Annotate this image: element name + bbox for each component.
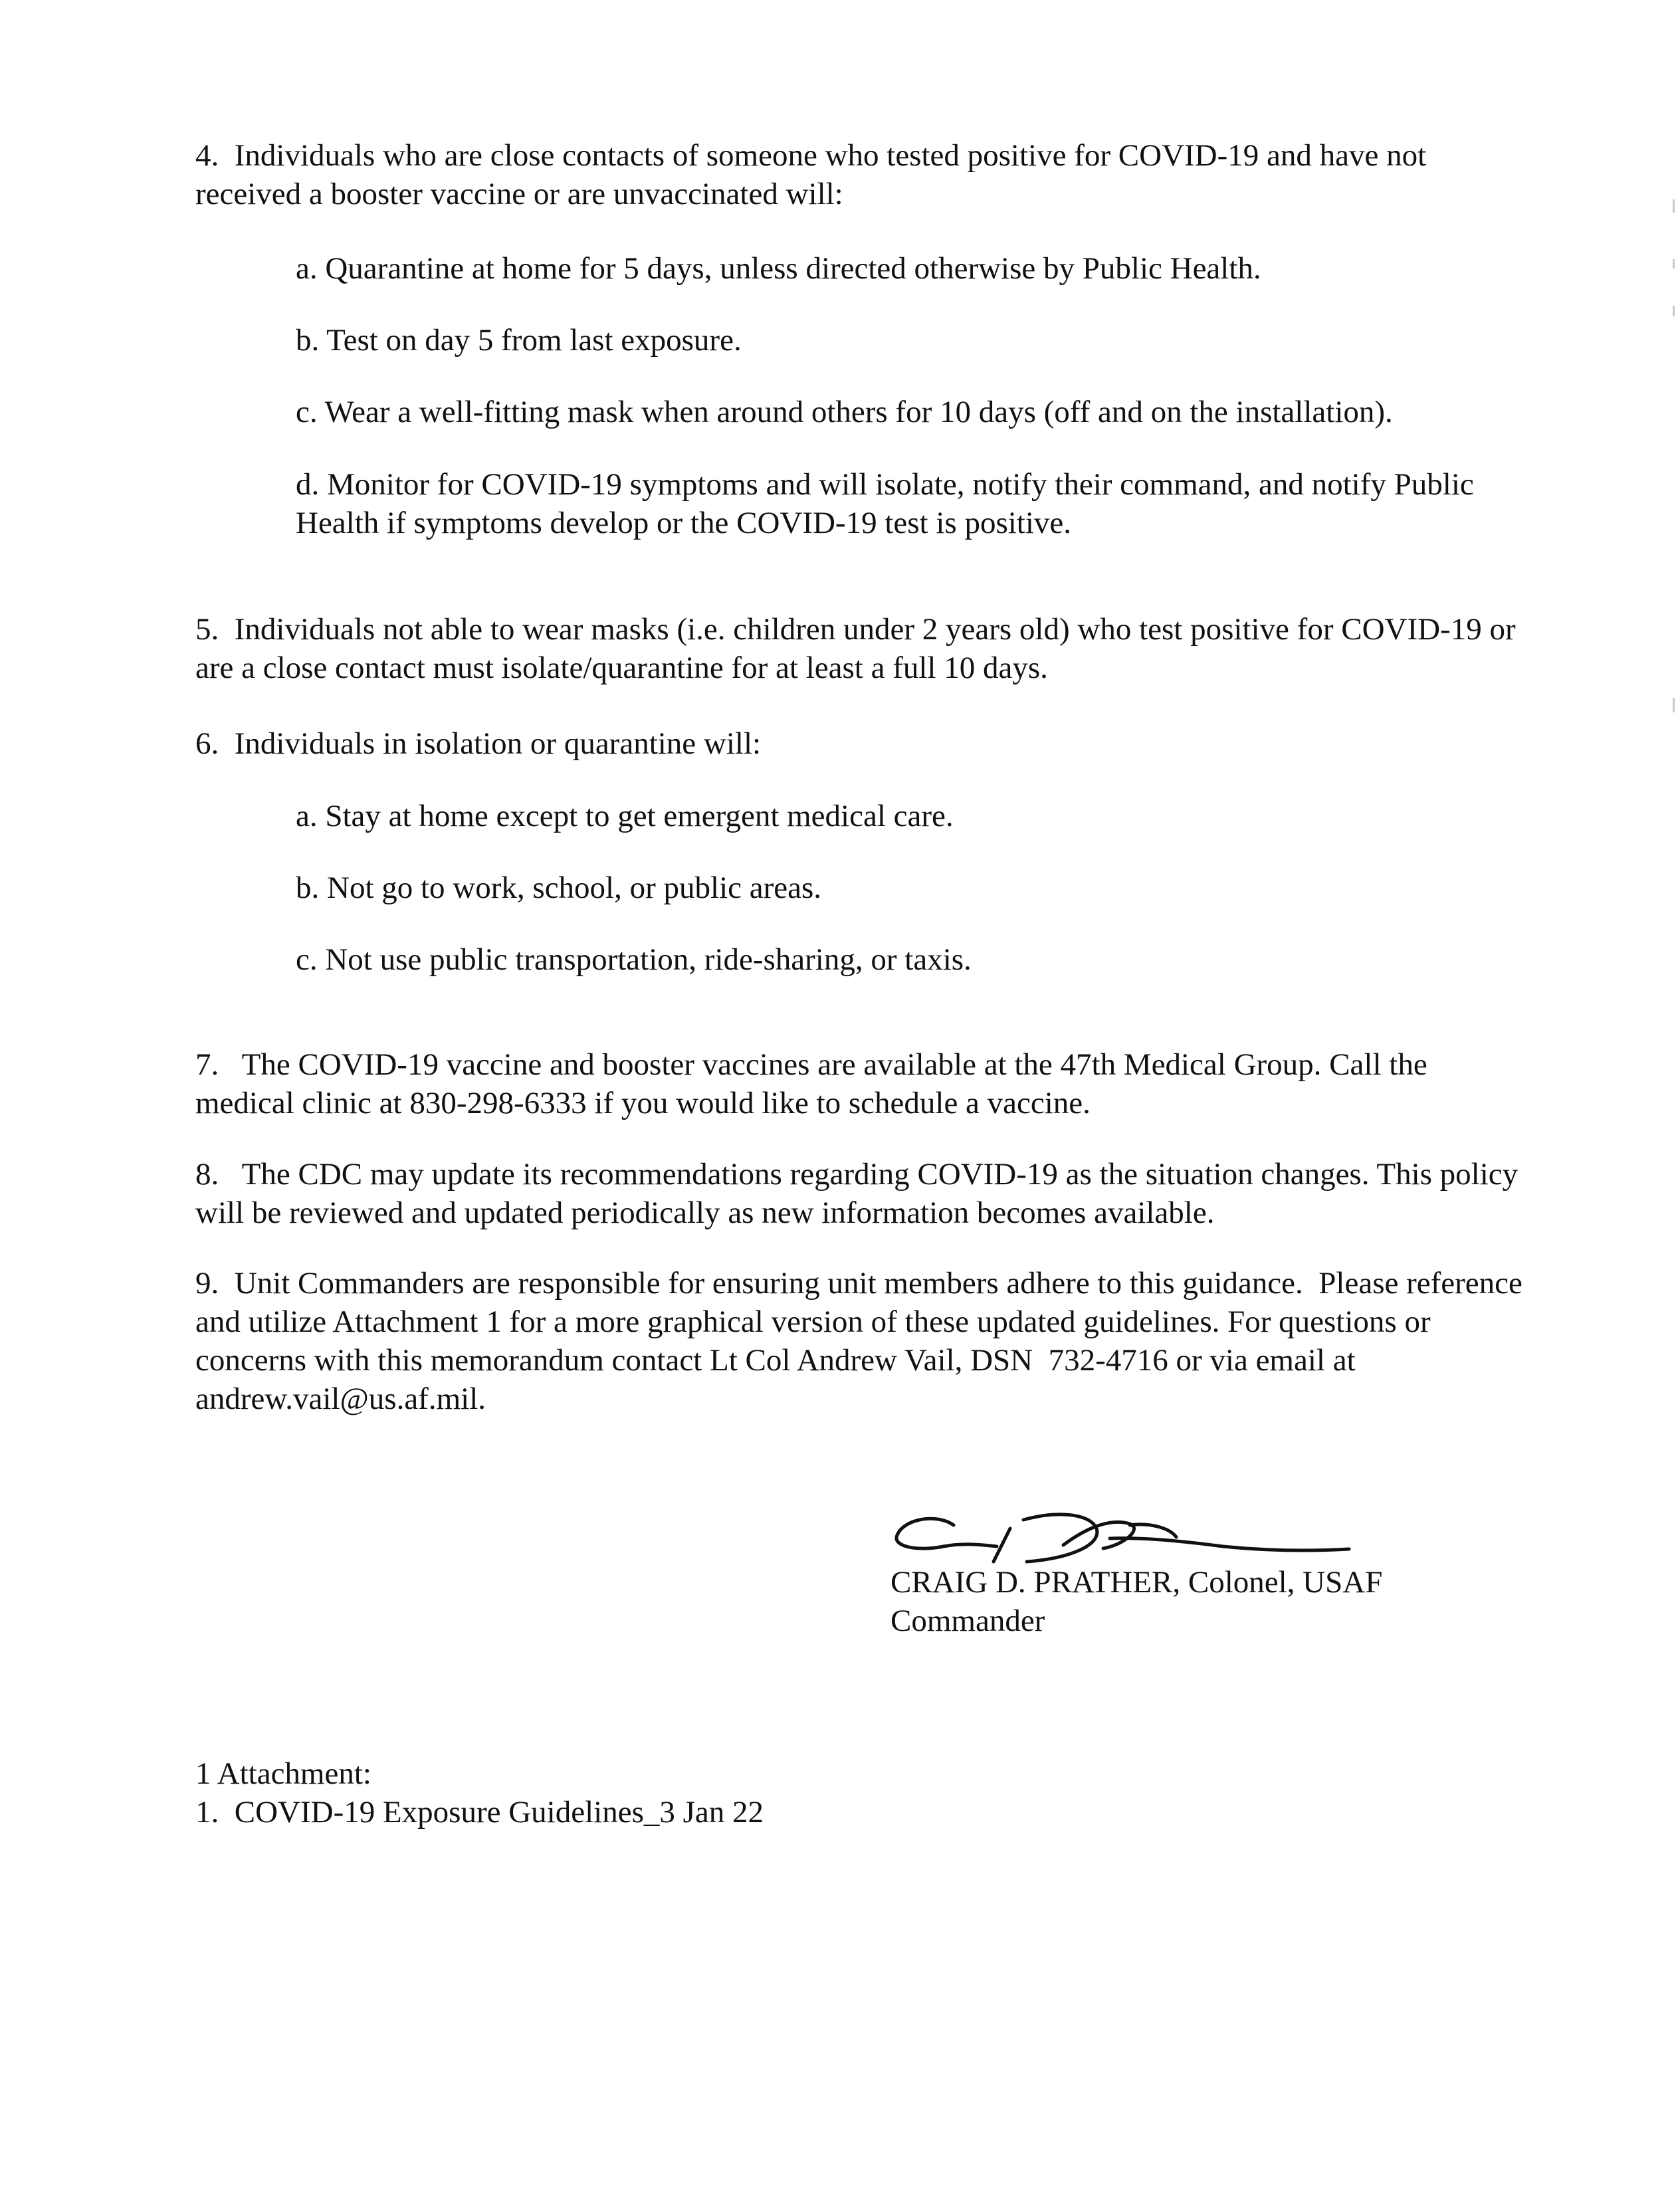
scan-mark — [1673, 199, 1675, 213]
paragraph-4d: d. Monitor for COVID-19 symptoms and will isolate, notify their command, and notify Public Health if symptoms develop or the COVID-19 test is positive. — [296, 467, 1482, 540]
signature-title-line: Commander — [891, 1604, 1045, 1638]
attachments-header: 1 Attachment: — [195, 1756, 371, 1791]
paragraph-6a: a. Stay at home except to get emergent medical care. — [296, 799, 954, 833]
paragraph-4c: c. Wear a well-fitting mask when around others for 10 days (off and on the installation). — [296, 395, 1393, 429]
paragraph-6c: c. Not use public transportation, ride-sharing, or taxis. — [296, 942, 972, 977]
scan-mark — [1673, 698, 1675, 712]
scan-mark — [1673, 259, 1675, 268]
paragraph-9: 9. Unit Commanders are responsible for ensuring unit members adhere to this guidance. Please reference and utilize Attachment 1 for a more graphical version of these updated guidelines. For questions or concerns with this memorandum contact Lt Col Andrew Vail, DSN 732-4716 or via email at andrew.vail@us.af.mil. — [195, 1266, 1530, 1416]
paragraph-8: 8. The CDC may update its recommendations regarding COVID-19 as the situation changes. This policy will be reviewed and updated periodically as new information becomes available. — [195, 1157, 1526, 1230]
scan-mark — [1673, 306, 1675, 316]
paragraph-5: 5. Individuals not able to wear masks (i.e. children under 2 years old) who test positive for COVID-19 or are a close contact must isolate/quarantine for at least a full 10 days. — [195, 612, 1524, 685]
paragraph-4: 4. Individuals who are close contacts of someone who tested positive for COVID-19 and have not received a booster vaccine or are unvaccinated will: — [195, 138, 1434, 211]
paragraph-6b: b. Not go to work, school, or public areas. — [296, 871, 822, 905]
signature-block — [891, 1499, 1489, 1658]
paragraph-4b: b. Test on day 5 from last exposure. — [296, 323, 742, 358]
paragraph-6: 6. Individuals in isolation or quarantine will: — [195, 726, 762, 761]
paragraph-4a: a. Quarantine at home for 5 days, unless directed otherwise by Public Health. — [296, 251, 1261, 286]
paragraph-7: 7. The COVID-19 vaccine and booster vaccines are available at the 47th Medical Group. Call the medical clinic at 830-298-6333 if you would like to schedule a vaccine. — [195, 1047, 1435, 1120]
signature-name-line: CRAIG D. PRATHER, Colonel, USAF — [891, 1565, 1383, 1600]
attachment-item-1: 1. COVID-19 Exposure Guidelines_3 Jan 22 — [195, 1795, 764, 1830]
